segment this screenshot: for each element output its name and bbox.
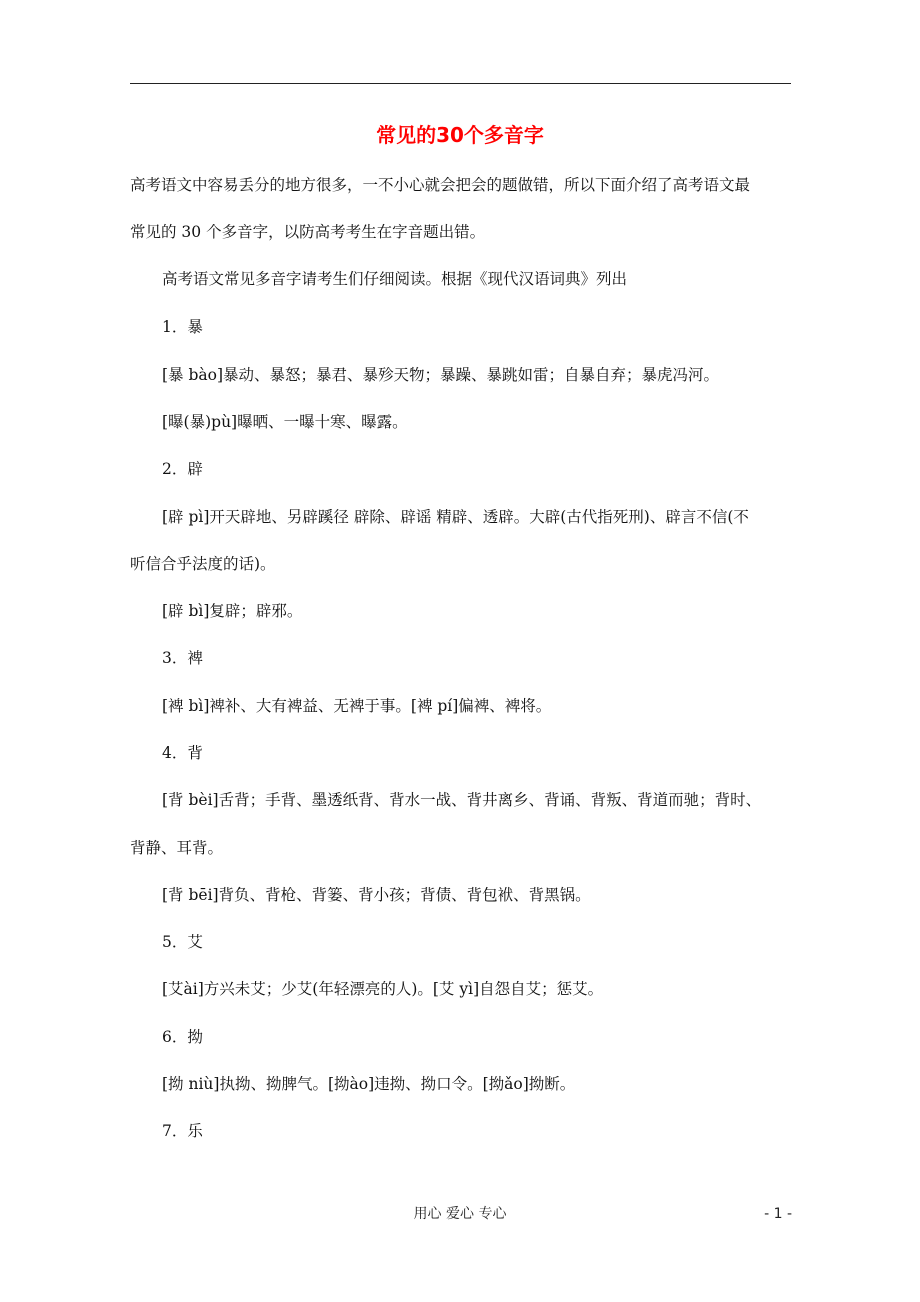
- page-number: - 1 -: [764, 1206, 792, 1222]
- intro-line: 高考语文中容易丢分的地方很多，一不小心就会把会的题做错，所以下面介绍了高考语文最: [130, 176, 751, 194]
- entry-heading: 4．背: [162, 744, 203, 762]
- entry-heading: 3．裨: [162, 649, 203, 667]
- entry-line: [辟 bì]复辟；辟邪。: [162, 602, 303, 620]
- intro-line: 高考语文常见多音字请考生们仔细阅读。根据《现代汉语词典》列出: [162, 270, 628, 288]
- entry-heading: 5．艾: [162, 933, 203, 951]
- entry-heading: 2．辟: [162, 460, 203, 478]
- entry-heading: 6．拗: [162, 1028, 203, 1046]
- entry-line: [辟 pì]开天辟地、另辟蹊径 辟除、辟谣 精辟、透辟。大辟(古代指死刑)、辟言不信(不: [162, 508, 749, 526]
- entry-line: [曝(暴)pù]曝晒、一曝十寒、曝露。: [162, 413, 408, 431]
- entry-heading: 7．乐: [162, 1122, 203, 1140]
- entry-line: 听信合乎法度的话)。: [130, 555, 276, 573]
- header-rule: [130, 83, 791, 84]
- entry-line: [背 bēi]背负、背枪、背篓、背小孩；背债、背包袱、背黑锅。: [162, 886, 591, 904]
- entry-line: [拗 niù]执拗、拗脾气。[拗ào]违拗、拗口令。[拗ǎo]拗断。: [162, 1075, 576, 1093]
- entry-line: [艾ài]方兴未艾；少艾(年轻漂亮的人)。[艾 yì]自怨自艾；惩艾。: [162, 980, 604, 998]
- entry-line: [背 bèi]舌背；手背、墨透纸背、背水一战、背井离乡、背诵、背叛、背道而驰；背时、: [162, 791, 762, 809]
- intro-line: 常见的 30 个多音字，以防高考考生在字音题出错。: [130, 223, 486, 241]
- entry-line: [暴 bào]暴动、暴怒；暴君、暴殄天物；暴躁、暴跳如雷；自暴自弃；暴虎冯河。: [162, 366, 720, 384]
- page-title: 常见的30个多音字: [376, 123, 544, 147]
- footer-motto: 用心 爱心 专心: [413, 1206, 507, 1222]
- entry-heading: 1．暴: [162, 318, 203, 336]
- entry-line: 背静、耳背。: [130, 839, 224, 857]
- entry-line: [裨 bì]裨补、大有裨益、无裨于事。[裨 pí]偏裨、裨将。: [162, 697, 552, 715]
